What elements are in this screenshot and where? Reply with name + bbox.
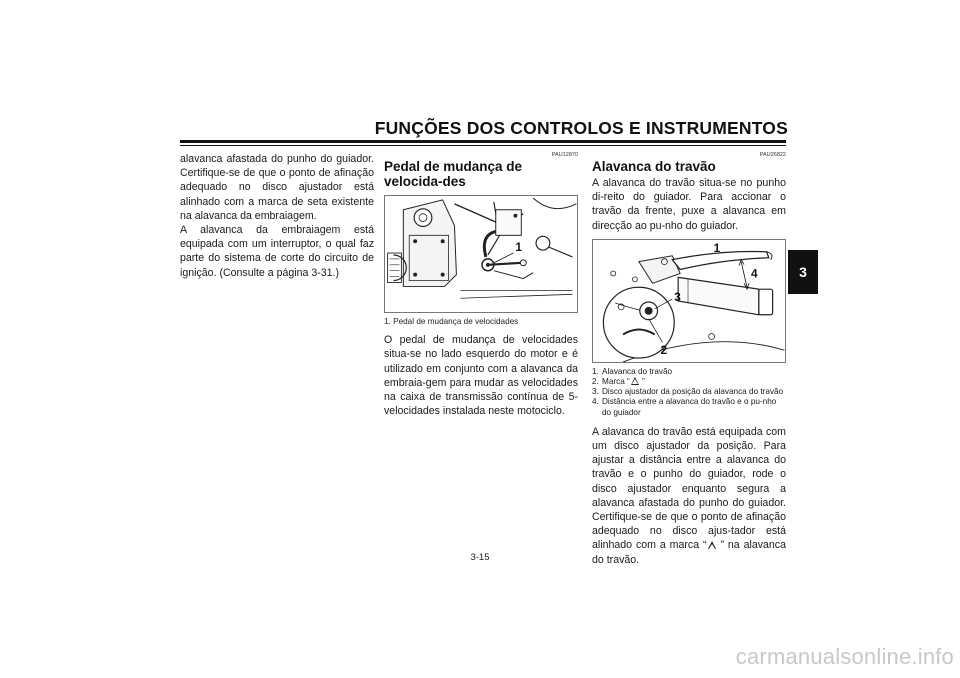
caption-item: 2. Marca “ ”	[592, 377, 645, 387]
brake-lever-figure-label-2: 2	[660, 342, 668, 357]
col1-paragraph-2: A alavanca da embraiagem está equipada com um interruptor, o qual faz parte do sistema de corte do circuito de ignição. (Consulte a página 3-31.)	[180, 224, 374, 279]
section-code: PAU12870	[551, 152, 578, 158]
column-2	[384, 152, 578, 418]
triangle-mark-icon	[708, 541, 716, 549]
brake-lever-figure-label-1: 1	[713, 240, 721, 255]
header-rule-thick	[180, 140, 786, 143]
shift-pedal-caption: 1. Pedal de mudança de velocidades	[384, 317, 519, 326]
col3-intro: A alavanca do travão situa-se no punho di-reito do guiador. Para accionar o travão da frente, puxe a alavanca em direcção ao pu-nho do guiador.	[592, 177, 786, 232]
brake-lever-figure	[592, 239, 786, 363]
section-heading-brake-lever: Alavanca do travão	[592, 159, 716, 174]
caption-item: 3. Disco ajustador da posição da alavanca do travão	[592, 387, 784, 397]
col2-body: O pedal de mudança de velocidades situa-se no lado esquerdo do motor e é utilizado em conjunto com a alavanca da embraia-gem para mudar as velocidades na caixa de transmissão contínua de 5-velocidades instalada neste motociclo.	[384, 334, 578, 418]
chapter-tab: 3	[788, 250, 818, 294]
caption-item: 1. Alavanca do travão	[592, 366, 673, 376]
brake-lever-figure-label-3: 3	[674, 289, 681, 304]
column-1	[180, 152, 374, 280]
col3-body: A alavanca do travão está equipada com um disco ajustador da posição. Para ajustar a distância entre a alavanca do travão e o punho do guiador, rode o disco ajustador enquanto segura a alavanca afastada do punho do guiador. Certifique-se de que o ponto de afinação adequado no disco ajus-tador está alinhado com a marca “ ” na alavanca do travão.	[592, 425, 786, 566]
brake-lever-figure-label-4: 4	[750, 266, 758, 281]
section-heading-shift-pedal: Pedal de mudança de velocida-des	[384, 159, 523, 189]
column-3	[592, 152, 786, 567]
page-header-title: FUNÇÕES DOS CONTROLOS E INSTRUMENTOS	[374, 118, 788, 138]
header-rule-thin	[180, 145, 786, 146]
triangle-mark-icon	[631, 377, 639, 385]
page-number: 3-15	[470, 552, 490, 563]
watermark: carmanualsonline.info	[735, 644, 954, 669]
shift-pedal-figure-label: 1	[515, 241, 522, 255]
shift-pedal-figure	[384, 195, 578, 313]
brake-lever-caption-list	[592, 367, 786, 418]
section-code: PAU26822	[759, 152, 786, 158]
caption-item: 4. Distância entre a alavanca do travão e o pu-nho do guiador	[592, 397, 777, 417]
col1-paragraph-1: alavanca afastada do punho do guiador. Certifique-se de que o ponto de afinação adequado no disco ajustador está alinhado com a marca de seta existente na alavanca da embraiagem.	[180, 153, 374, 222]
